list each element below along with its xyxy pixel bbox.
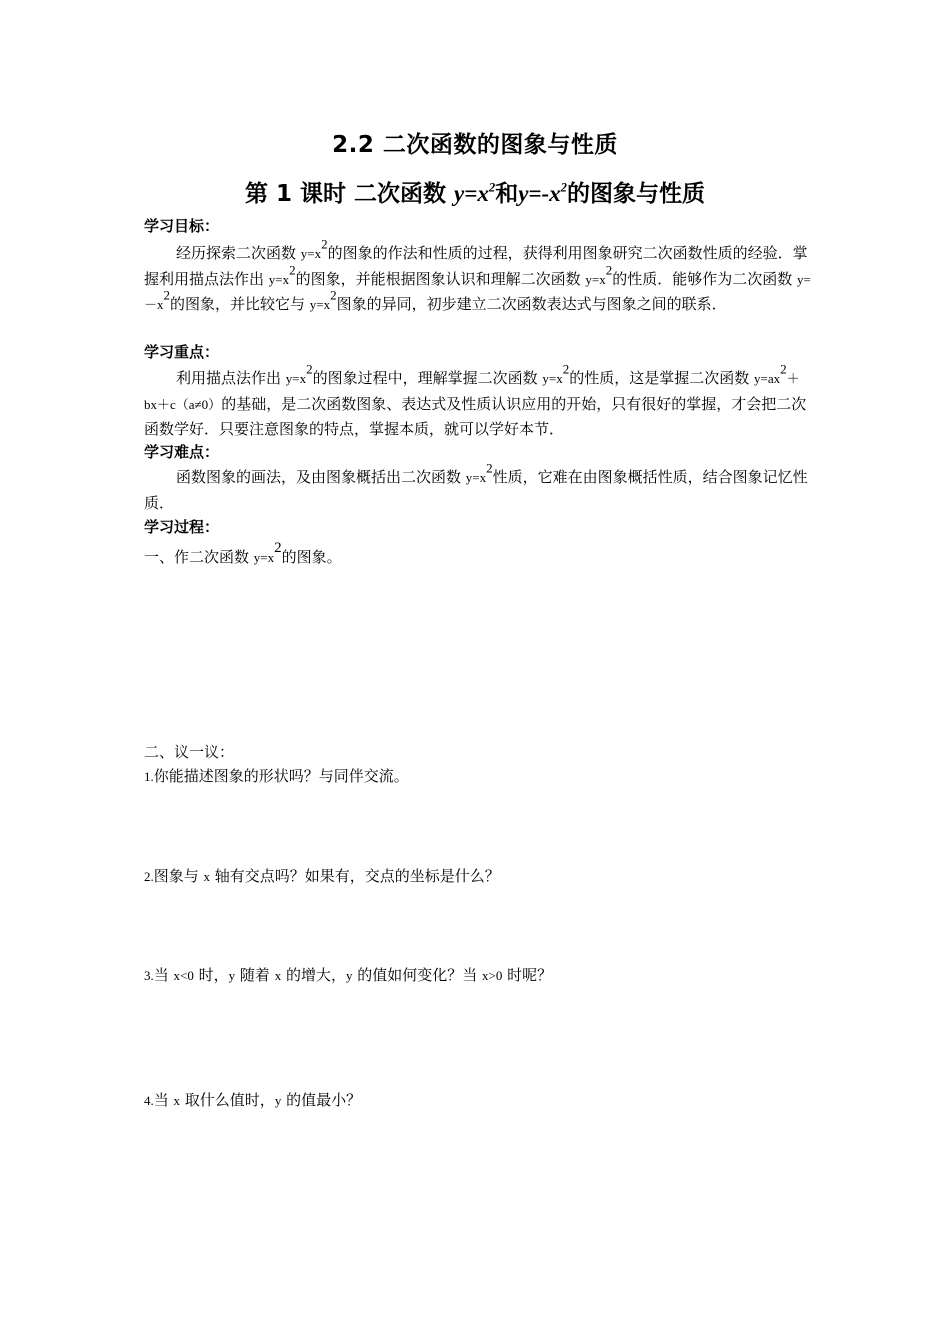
q3-f: 时呢？ bbox=[502, 966, 553, 984]
keypoints-t3: 的性质，这是掌握二次函数 bbox=[569, 369, 755, 387]
step1-exp: 2 bbox=[274, 540, 282, 556]
q4-a: 当 bbox=[153, 1091, 174, 1109]
keypoints-t2: 的图象过程中，理解掌握二次函数 bbox=[312, 369, 543, 387]
title-fn1-base: y=x bbox=[454, 181, 489, 206]
keypoints-t1: 利用描点法作出 bbox=[176, 369, 286, 387]
objectives-f1: y=x bbox=[300, 246, 322, 261]
title-fn1 bbox=[454, 181, 495, 206]
q3-c1: x<0 bbox=[173, 968, 194, 983]
question-4 bbox=[144, 1089, 361, 1110]
title-lesson bbox=[0, 175, 950, 208]
keypoints-f3: y=ax bbox=[754, 371, 781, 386]
process-heading: 学习过程： bbox=[144, 518, 220, 536]
title-lesson-prefix: 第 1 课时 二次函数 bbox=[244, 181, 455, 207]
q3-x: x bbox=[274, 968, 282, 983]
title-fn2-exp: 2 bbox=[560, 180, 567, 195]
keypoints-e2: 2 bbox=[562, 361, 570, 377]
difficulties-t1: 函数图象的画法，及由图象概括出二次函数 bbox=[176, 468, 466, 486]
objectives-e1: 2 bbox=[321, 236, 328, 252]
question-3 bbox=[144, 964, 552, 985]
objectives-t3: 的图象，并能根据图象认识和理解二次函数 bbox=[295, 269, 586, 288]
q3-d: 的增大， bbox=[281, 966, 346, 984]
question-2 bbox=[144, 865, 500, 886]
keypoints-f3b: ＋bx＋c（a≠0） bbox=[144, 371, 800, 412]
question-1 bbox=[144, 765, 409, 786]
keypoints-e3: 2 bbox=[780, 361, 787, 377]
keypoints-heading: 学习重点： bbox=[144, 343, 220, 361]
objectives-f4: y=－x bbox=[144, 271, 811, 312]
q2-num: 2. bbox=[144, 869, 154, 884]
q3-c2: x>0 bbox=[482, 968, 503, 983]
objectives-e2: 2 bbox=[289, 261, 296, 277]
step2: 二、议一议： bbox=[144, 743, 235, 761]
difficulties-heading: 学习难点： bbox=[144, 443, 220, 461]
q3-a: 当 bbox=[153, 966, 174, 984]
keypoints-text bbox=[144, 361, 812, 442]
q1-text: 你能描述图象的形状吗？与同伴交流。 bbox=[153, 767, 409, 785]
q2-x: x bbox=[203, 869, 211, 884]
keypoints-t4: 的基础，是二次函数图象、表达式及性质认识应用的开始，只有很好的掌握，才会把二次函数学好．只要注意图象的特点，掌握本质，就可以学好本节． bbox=[144, 394, 807, 438]
difficulties-e1: 2 bbox=[486, 460, 493, 476]
objectives-t6: 图象的异同，初步建立二次函数表达式与图象之间的联系． bbox=[336, 295, 727, 313]
q3-y2: y bbox=[345, 968, 353, 983]
objectives-t2: 的图象的作法和性质的过程，获得利用图象研究二次函数性质的经验．掌握利用描点法作出 bbox=[144, 244, 808, 288]
q4-num: 4. bbox=[144, 1093, 154, 1108]
objectives-t1: 经历探索二次函数 bbox=[176, 244, 301, 262]
q4-c: 的值最小？ bbox=[281, 1091, 362, 1109]
q3-y1: y bbox=[228, 968, 236, 983]
objectives-t4: 的性质．能够作为二次函数 bbox=[612, 269, 798, 288]
step1-fn: y=x bbox=[253, 550, 275, 565]
q3-num: 3. bbox=[144, 968, 154, 983]
q2-b: 轴有交点吗？如果有，交点的坐标是什么？ bbox=[210, 867, 500, 885]
q3-b: 时， bbox=[193, 966, 229, 984]
q4-x: x bbox=[173, 1093, 181, 1108]
q2-a: 图象与 bbox=[153, 867, 204, 885]
objectives-e3: 2 bbox=[605, 261, 613, 277]
title-lesson-suffix: 的图象与性质 bbox=[567, 181, 705, 207]
difficulties-t2: 性质，它难在由图象概括性质，结合图象记忆性质． bbox=[144, 468, 808, 512]
title-fn2-base: y=-x bbox=[518, 181, 561, 206]
difficulties-f1: y=x bbox=[465, 470, 487, 485]
title-conj: 和 bbox=[495, 181, 519, 207]
q4-y: y bbox=[274, 1093, 282, 1108]
objectives-e5: 2 bbox=[330, 287, 337, 303]
step1-suffix: 的图象。 bbox=[281, 548, 342, 566]
step1-prefix: 一、作二次函数 bbox=[144, 548, 254, 566]
objectives-f3: y=x bbox=[585, 271, 606, 287]
keypoints-f1: y=x bbox=[285, 371, 307, 386]
objectives-heading: 学习目标： bbox=[144, 217, 220, 235]
q4-b: 取什么值时， bbox=[180, 1091, 275, 1109]
objectives-text bbox=[144, 236, 812, 318]
keypoints-e1: 2 bbox=[306, 361, 313, 377]
objectives-e4: 2 bbox=[163, 287, 171, 303]
difficulties-text bbox=[144, 460, 812, 515]
objectives-f5: y=x bbox=[309, 297, 331, 312]
title-fn1-exp: 2 bbox=[488, 180, 496, 195]
keypoints-f2: y=x bbox=[542, 371, 563, 386]
title-fn2 bbox=[518, 181, 567, 206]
q3-e: 的值如何变化？当 bbox=[352, 966, 483, 984]
title-section: 2.2 二次函数的图象与性质 bbox=[332, 132, 618, 158]
q3-c: 随着 bbox=[235, 966, 275, 984]
q1-num: 1. bbox=[144, 769, 154, 784]
objectives-t5: 的图象，并比较它与 bbox=[170, 295, 310, 313]
objectives-f2: y=x bbox=[268, 271, 290, 287]
step1 bbox=[144, 540, 342, 567]
